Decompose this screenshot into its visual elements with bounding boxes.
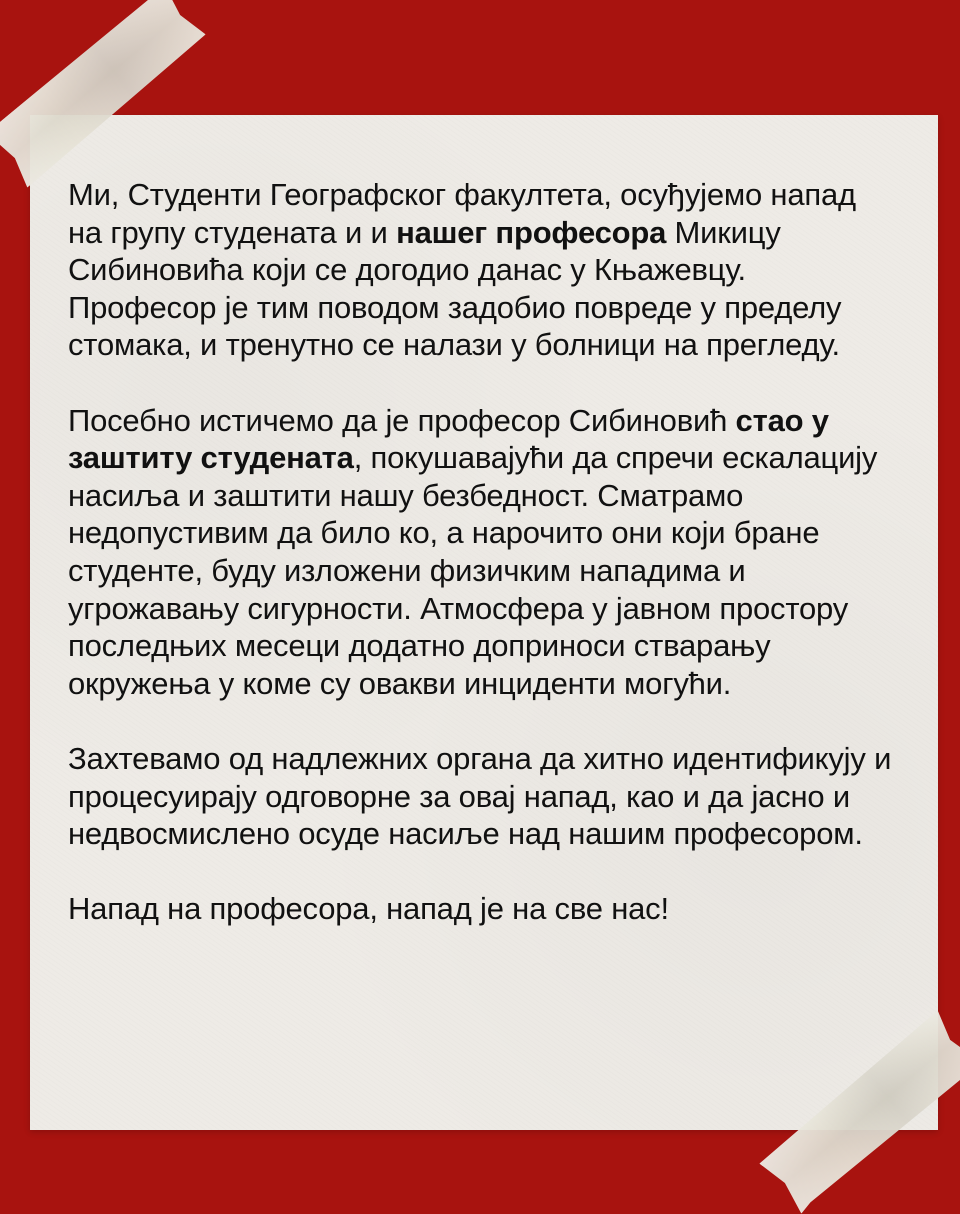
paragraph-2-part-1: Посебно истичемо да је професор Сибиновић (68, 402, 736, 438)
paragraph-1-bold: нашег професора (396, 214, 667, 250)
paragraph-2-part-2: , покушавајући да спречи ескалацију насиља и заштити нашу безбедност. Сматрамо недопустивим да било ко, а нарочито они који бране студенте, буду изложени физичким нападима и угрожавању сигурности. Атмосфера у јавном простору последњих месеци додатно доприноси стварању окружења у коме су овакви инциденти могући. (68, 440, 878, 701)
paragraph-2-bold: стао у заштиту студената (68, 402, 829, 476)
paragraph-1-part-2: Микицу Сибиновића који се догодио данас у Књажевцу. Професор је тим поводом задобио повреде у пределу стомака, и тренутно се налази у болници на прегледу. (68, 214, 842, 363)
statement-text (68, 176, 898, 928)
paragraph-2 (68, 402, 898, 703)
paragraph-1-part-1: Ми, Студенти Географског факултета, осуђујемо напад на групу студената и и (68, 177, 856, 250)
paragraph-3: Захтевамо од надлежних органа да хитно идентификују и процесуирају одговорне за овај напад, као и да јасно и недвосмислено осуде насиље над нашим професором. (68, 740, 892, 852)
paragraph-1 (68, 176, 898, 364)
closing-line: Напад на професора, напад је на све нас! (68, 891, 669, 927)
